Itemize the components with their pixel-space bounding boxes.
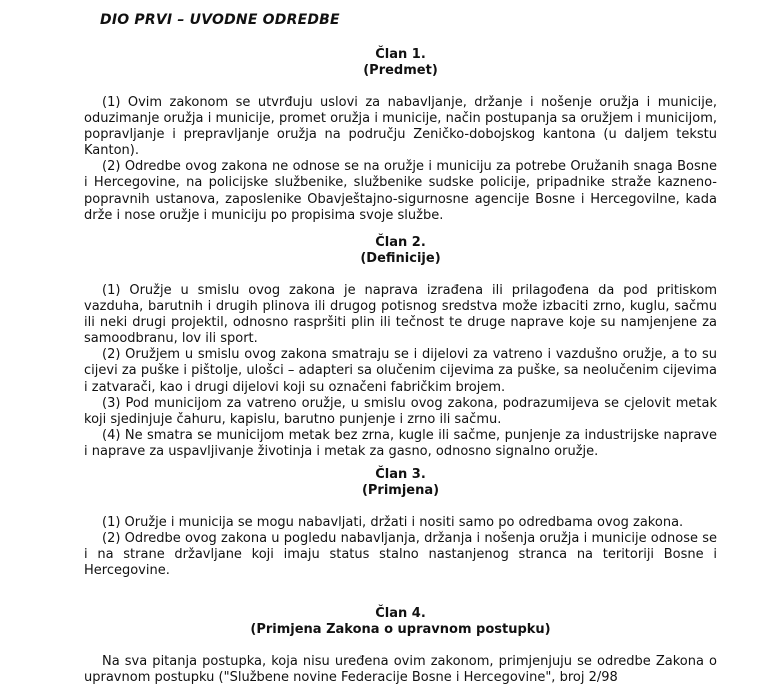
article-2 — [84, 235, 717, 460]
article-1 — [84, 47, 717, 224]
part-title: DIO PRVI – UVODNE ODREDBE — [100, 12, 340, 28]
paragraph: (2) Odredbe ovog zakona u pogledu nabavljanja, držanja i nošenja oružja i municije odnose se i na strane državljane koji imaju status stalno nastanjenog stranca na teritoriji Bosne i Hercegovine. — [84, 531, 717, 579]
article-title: (Predmet) — [363, 63, 438, 78]
article-number: Član 2. — [375, 235, 426, 250]
article-title: (Primjena Zakona o upravnom postupku) — [250, 622, 551, 637]
paragraph: (1) Oružje u smislu ovog zakona je naprava izrađena ili prilagođena da pod pritiskom vazduha, barutnih i drugih plinova ili drugog potisnog sredstva može izbaciti zrno, kuglu, sačmu ili neki drugi projektil, odnosno raspršiti plin ili tečnost te druge naprave koje su namjenjene za samoodbranu, lov ili sport. — [84, 283, 717, 347]
article-3 — [84, 467, 717, 579]
article-4 — [84, 606, 717, 686]
article-number: Član 4. — [375, 606, 426, 621]
paragraph: (4) Ne smatra se municijom metak bez zrna, kugle ili sačme, punjenje za industrijske naprave i naprave za uspavljivanje životinja i metak za gasno, odnosno signalno oružje. — [84, 427, 717, 459]
article-title: (Primjena) — [361, 483, 440, 498]
article-number: Član 1. — [375, 47, 426, 62]
paragraph: Na sva pitanja postupka, koja nisu uređena ovim zakonom, primjenjuju se odredbe Zakona o upravnom postupku ("Službene novine Federacije Bosne i Hercegovine", broj 2/98 — [84, 654, 717, 686]
paragraph: (2) Odredbe ovog zakona ne odnose se na oružje i municiju za potrebe Oružanih snaga Bosne i Hercegovine, na policijske službenike, službenike sudske policije, pripadnike straže kazneno-popravnih ustanova, zaposlenike Obavještajno-sigurnosne agencije Bosne i Hercegovilne, kada drže i nose oružje i municiju po propisima svoje službe. — [84, 159, 717, 223]
paragraph: (2) Oružjem u smislu ovog zakona smatraju se i dijelovi za vatreno i vazdušno oružje, a to su cijevi za puške i pištolje, ulošci – adapteri sa olučenim cijevima za puške, sa neolučenim cijevima i zatvarači, kao i drugi dijelovi koji su označeni fabričkim brojem. — [84, 347, 717, 395]
paragraph: (3) Pod municijom za vatreno oružje, u smislu ovog zakona, podrazumijeva se cjelovit metak koji sjedinjuje čahuru, kapislu, barutno punjenje i zrno ili sačmu. — [84, 395, 717, 427]
paragraph: (1) Ovim zakonom se utvrđuju uslovi za nabavljanje, držanje i nošenje oružja i municije, oduzimanje oružja i municije, promet oružja i municije, način postupanja sa oružjem i municijom, popravljanje i prepravljanje oružja na području Zeničko-dobojskog kantona (u daljem tekstu Kanton). — [84, 95, 717, 159]
paragraph: (1) Oružje i municija se mogu nabavljati, držati i nositi samo po odredbama ovog zakona. — [102, 515, 684, 530]
article-number: Član 3. — [375, 467, 426, 482]
article-title: (Definicije) — [360, 251, 441, 266]
